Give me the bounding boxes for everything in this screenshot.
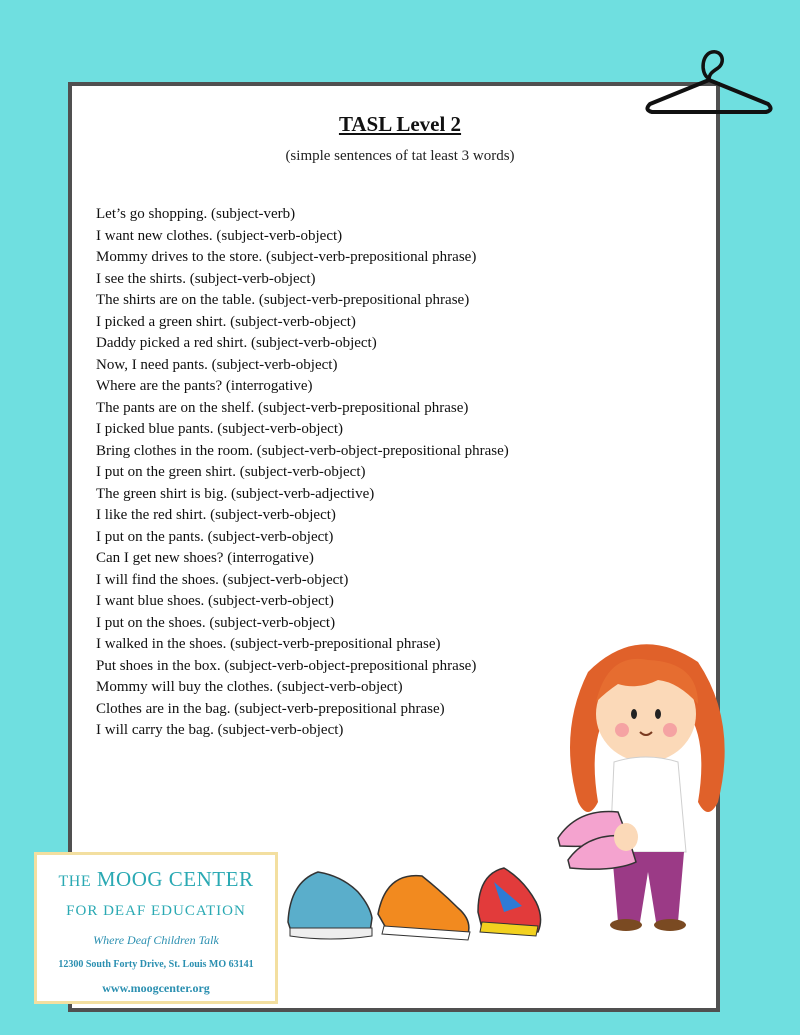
sentence-item: I will find the shoes. (subject-verb-object) — [96, 571, 349, 588]
page-title: TASL Level 2 — [338, 112, 462, 136]
sentence-item: Clothes are in the bag. (subject-verb-prepositional phrase) — [96, 700, 445, 717]
sentence-item: I see the shirts. (subject-verb-object) — [96, 270, 316, 287]
logo-tagline: Where Deaf Children Talk — [93, 933, 219, 947]
logo-name — [37, 867, 275, 892]
sentence-item: I want blue shoes. (subject-verb-object) — [96, 593, 334, 609]
sentence-item: I put on the pants. (subject-verb-object) — [96, 528, 334, 545]
hanger-icon — [642, 48, 776, 120]
logo-url: www.moogcenter.org — [102, 981, 210, 995]
sentence-item: The pants are on the shelf. (subject-verb-prepositional phrase) — [96, 399, 469, 416]
sentence-item: Put shoes in the box. (subject-verb-object-prepositional phrase) — [96, 657, 477, 674]
girl-holding-shoes-illustration — [548, 632, 728, 932]
sentence-item: Daddy picked a red shirt. (subject-verb-object) — [96, 335, 377, 351]
logo-subname: FOR DEAF EDUCATION — [66, 903, 246, 919]
sentence-item: I want new clothes. (subject-verb-object) — [96, 227, 343, 244]
sentence-item: The green shirt is big. (subject-verb-adjective) — [96, 485, 375, 502]
sentence-item: I walked in the shoes. (subject-verb-prepositional phrase) — [96, 636, 441, 652]
sentence-item: I picked a green shirt. (subject-verb-object) — [96, 313, 356, 330]
sentence-item: Mommy will buy the clothes. (subject-verb-object) — [96, 679, 403, 695]
sentence-item: I will carry the bag. (subject-verb-object) — [96, 722, 344, 738]
sentence-list — [96, 204, 509, 742]
logo-address: 12300 South Forty Drive, St. Louis MO 63141 — [58, 959, 254, 970]
sentence-item: Where are the pants? (interrogative) — [96, 378, 313, 394]
sentence-item: I put on the green shirt. (subject-verb-object) — [96, 464, 366, 480]
sentence-item: Let’s go shopping. (subject-verb) — [96, 206, 296, 222]
sentence-item: I picked blue pants. (subject-verb-object) — [96, 421, 343, 437]
sentence-item: I like the red shirt. (subject-verb-object) — [96, 507, 336, 523]
sneakers-illustration — [282, 862, 544, 946]
logo-center-name: MOOG CENTER — [96, 867, 254, 891]
sentence-item: Now, I need pants. (subject-verb-object) — [96, 356, 338, 373]
sentence-item: I put on the shoes. (subject-verb-object) — [96, 614, 336, 631]
sentence-item: The shirts are on the table. (subject-verb-prepositional phrase) — [96, 292, 470, 308]
logo-prefix: THE — [58, 873, 92, 890]
page-subtitle: (simple sentences of tat least 3 words) — [285, 148, 515, 164]
sentence-item: Mommy drives to the store. (subject-verb-prepositional phrase) — [96, 249, 477, 265]
sentence-item: Bring clothes in the room. (subject-verb-object-prepositional phrase) — [96, 442, 509, 459]
sentence-item: Can I get new shoes? (interrogative) — [96, 550, 314, 566]
moog-center-logo — [34, 852, 278, 1004]
